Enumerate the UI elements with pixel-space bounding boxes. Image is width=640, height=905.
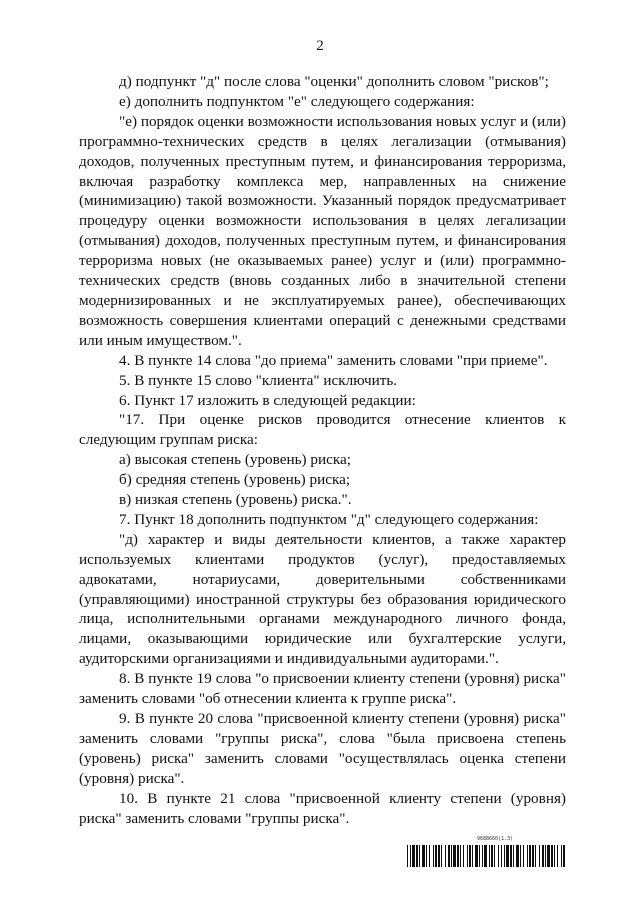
paragraph-item-5: 5. В пункте 15 слово "клиента" исключить. [119,371,398,389]
paragraph-item-6: 6. Пункт 17 изложить в следующей редакции: [119,391,416,409]
paragraph-item-8: 8. В пункте 19 слова "о присвоении клиенту степени (уровня) риска" заменить словами "об отнесении клиента к группе риска". [79,670,566,708]
paragraph-subitem-e: е) дополнить подпунктом "е" следующего содержания: [119,92,475,110]
barcode-caption: 9688660(1.3) [477,836,514,842]
paragraph-risk-medium: б) средняя степень (уровень) риска; [119,471,351,489]
page-number: 2 [316,38,324,54]
paragraph-subitem-d-text: "д) характер и виды деятельности клиентов, а также характер используемых клиентами продуктов (услуг), предоставляемых адвокатами, нотариусами, доверительными собственниками (управляющими) иностранной структуры без образования юридического лица, исполнительными органами международного личного фонда, лицами, оказывающими юридические или бухгалтерские услуги, аудиторскими организациями и индивидуальными аудиторами.". [79,530,566,668]
paragraph-item-10: 10. В пункте 21 слова "присвоенной клиенту степени (уровня) риска" заменить словами "группы риска". [79,789,566,827]
paragraph-risk-low: в) низкая степень (уровень) риска.". [119,491,352,509]
paragraph-subitem-e-text: "е) порядок оценки возможности использования новых услуг и (или) программно-технических средств в целях легализации (отмывания) доходов, полученных преступным путем, и финансирования терроризма, включая разработку комплекса мер, направленных на снижение (минимизацию) такой возможности. Указанный порядок предусматривает процедуру оценки возможности использования в целях легализации (отмывания) доходов, полученных преступным путем, и финансирования терроризма новых (не оказываемых ранее) услуг и (или) программно-технических средств (вновь созданных либо в значительной степени модернизированных и не эксплуатируемых ранее), обеспечивающих возможность совершения клиентами операций с денежными средствами или иным имуществом.". [79,112,566,349]
paragraph-risk-high: а) высокая степень (уровень) риска; [119,451,351,469]
document-footer [407,836,565,876]
paragraph-item-4: 4. В пункте 14 слова "до приема" заменить словами "при приеме". [119,351,548,369]
paragraph-subitem-d: д) подпункт "д" после слова "оценки" дополнить словом "рисков"; [119,73,549,90]
paragraph-item-7: 7. Пункт 18 дополнить подпунктом "д" следующего содержания: [119,510,539,528]
paragraph-item-17-text: "17. При оценке рисков проводится отнесение клиентов к следующим группам риска: [79,411,566,449]
document-body [79,72,566,828]
barcode-image [407,845,565,867]
paragraph-item-9: 9. В пункте 20 слова "присвоенной клиенту степени (уровня) риска" заменить словами "группы риска", слова "была присвоена степень (уровень) риска" заменить словами "осуществлялась оценка степени (уровня) риска". [79,710,566,787]
